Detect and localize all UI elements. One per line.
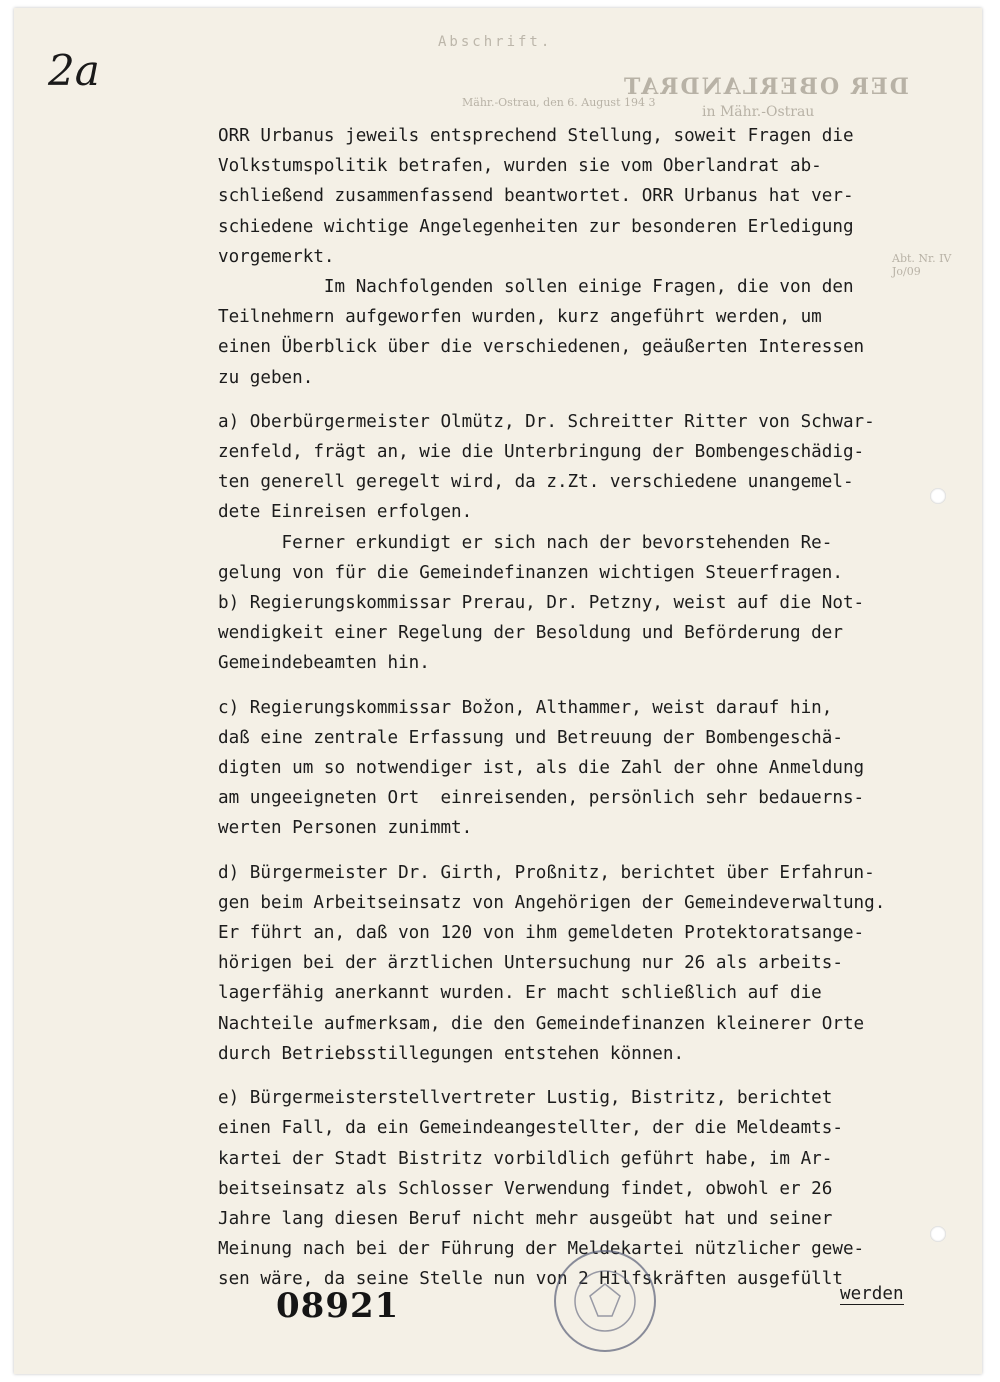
body-line: Meinung nach bei der Führung der Meldekartei nützlicher gewe-	[218, 1239, 865, 1260]
body-line: wendigkeit einer Regelung der Besoldung und Beförderung der	[218, 623, 843, 644]
document-body	[218, 121, 948, 1295]
body-line: einen Überblick über die verschiedenen, geäußerten Interessen	[218, 337, 865, 358]
body-line: kartei der Stadt Bistritz vorbildlich geführt habe, im Ar-	[218, 1148, 833, 1169]
body-line: Im Nachfolgenden sollen einige Fragen, die von den	[218, 277, 854, 298]
letterhead-organization: DER OBERLANDRAT	[622, 74, 909, 100]
abschrift-mark: Abschrift.	[438, 34, 553, 50]
catchword: werden	[840, 1284, 904, 1304]
body-line: zenfeld, frägt an, wie die Unterbringung der Bombengeschädig-	[218, 442, 865, 463]
document-number: 08921	[276, 1286, 400, 1326]
body-line: ORR Urbanus jeweils entsprechend Stellung, soweit Fragen die	[218, 126, 854, 146]
body-line: b) Regierungskommissar Prerau, Dr. Petzny, weist auf die Not-	[218, 593, 865, 614]
letterhead-date: Mähr.-Ostrau, den 6. August 194 3	[462, 96, 656, 109]
handwritten-note: 2a	[48, 46, 100, 95]
body-line: vorgemerkt.	[218, 246, 335, 267]
body-line: am ungeeigneten Ort einreisenden, persönlich sehr bedauerns-	[218, 788, 865, 809]
body-line: zu geben.	[218, 367, 314, 388]
body-line: ten generell geregelt wird, da z.Zt. verschiedene unangemel-	[218, 472, 854, 493]
body-line: Jahre lang diesen Beruf nicht mehr ausgeübt hat und seiner	[218, 1208, 833, 1229]
body-line: schließend zusammenfassend beantwortet. ORR Urbanus hat ver-	[218, 186, 854, 207]
body-line: gelung von für die Gemeindefinanzen wichtigen Steuerfragen.	[218, 562, 843, 583]
body-line: sen wäre, da seine Stelle nun von 2 Hilfskräften ausgefüllt	[218, 1269, 843, 1290]
body-line: Teilnehmern aufgeworfen wurden, kurz angeführt werden, um	[218, 307, 822, 328]
body-line: lagerfähig anerkannt wurden. Er macht schließlich auf die	[218, 983, 822, 1004]
letterhead-place: in Mähr.-Ostrau	[702, 104, 815, 120]
body-line: digten um so notwendiger ist, als die Zahl der ohne Anmeldung	[218, 758, 865, 779]
body-line: d) Bürgermeister Dr. Girth, Proßnitz, berichtet über Erfahrun-	[218, 862, 875, 883]
body-line: a) Oberbürgermeister Olmütz, Dr. Schreitter Ritter von Schwar-	[218, 411, 875, 432]
archive-stamp	[550, 1246, 660, 1356]
body-line: Er führt an, daß von 120 von ihm gemeldeten Protektoratsange-	[218, 923, 865, 944]
body-line: Nachteile aufmerksam, die den Gemeindefinanzen kleinerer Orte	[218, 1013, 865, 1034]
body-line: durch Betriebsstillegungen entstehen können.	[218, 1043, 685, 1064]
body-line: Gemeindebeamten hin.	[218, 653, 430, 674]
body-line: hörigen bei der ärztlichen Untersuchung nur 26 als arbeits-	[218, 953, 843, 974]
body-line: dete Einreisen erfolgen.	[218, 502, 473, 523]
body-line: e) Bürgermeisterstellvertreter Lustig, Bistritz, berichtet	[218, 1088, 833, 1109]
body-line: beitseinsatz als Schlosser Verwendung findet, obwohl er 26	[218, 1178, 833, 1199]
letterhead-department: Abt. Nr. IV Jo/09	[892, 252, 952, 278]
body-line: Ferner erkundigt er sich nach der bevorstehenden Re-	[218, 532, 833, 553]
body-line: schiedene wichtige Angelegenheiten zur besonderen Erledigung	[218, 216, 854, 237]
body-line: werten Personen zunimmt.	[218, 818, 473, 839]
body-line: Volkstumspolitik betrafen, wurden sie vom Oberlandrat ab-	[218, 156, 822, 177]
body-line: daß eine zentrale Erfassung und Betreuung der Bombengeschä-	[218, 727, 843, 748]
document-page	[14, 8, 982, 1374]
body-line: gen beim Arbeitseinsatz von Angehörigen der Gemeindeverwaltung.	[218, 892, 886, 913]
body-line: c) Regierungskommissar Božon, Althammer, weist darauf hin,	[218, 697, 833, 718]
body-line: einen Fall, da ein Gemeindeangestellter, der die Meldeamts-	[218, 1118, 843, 1139]
